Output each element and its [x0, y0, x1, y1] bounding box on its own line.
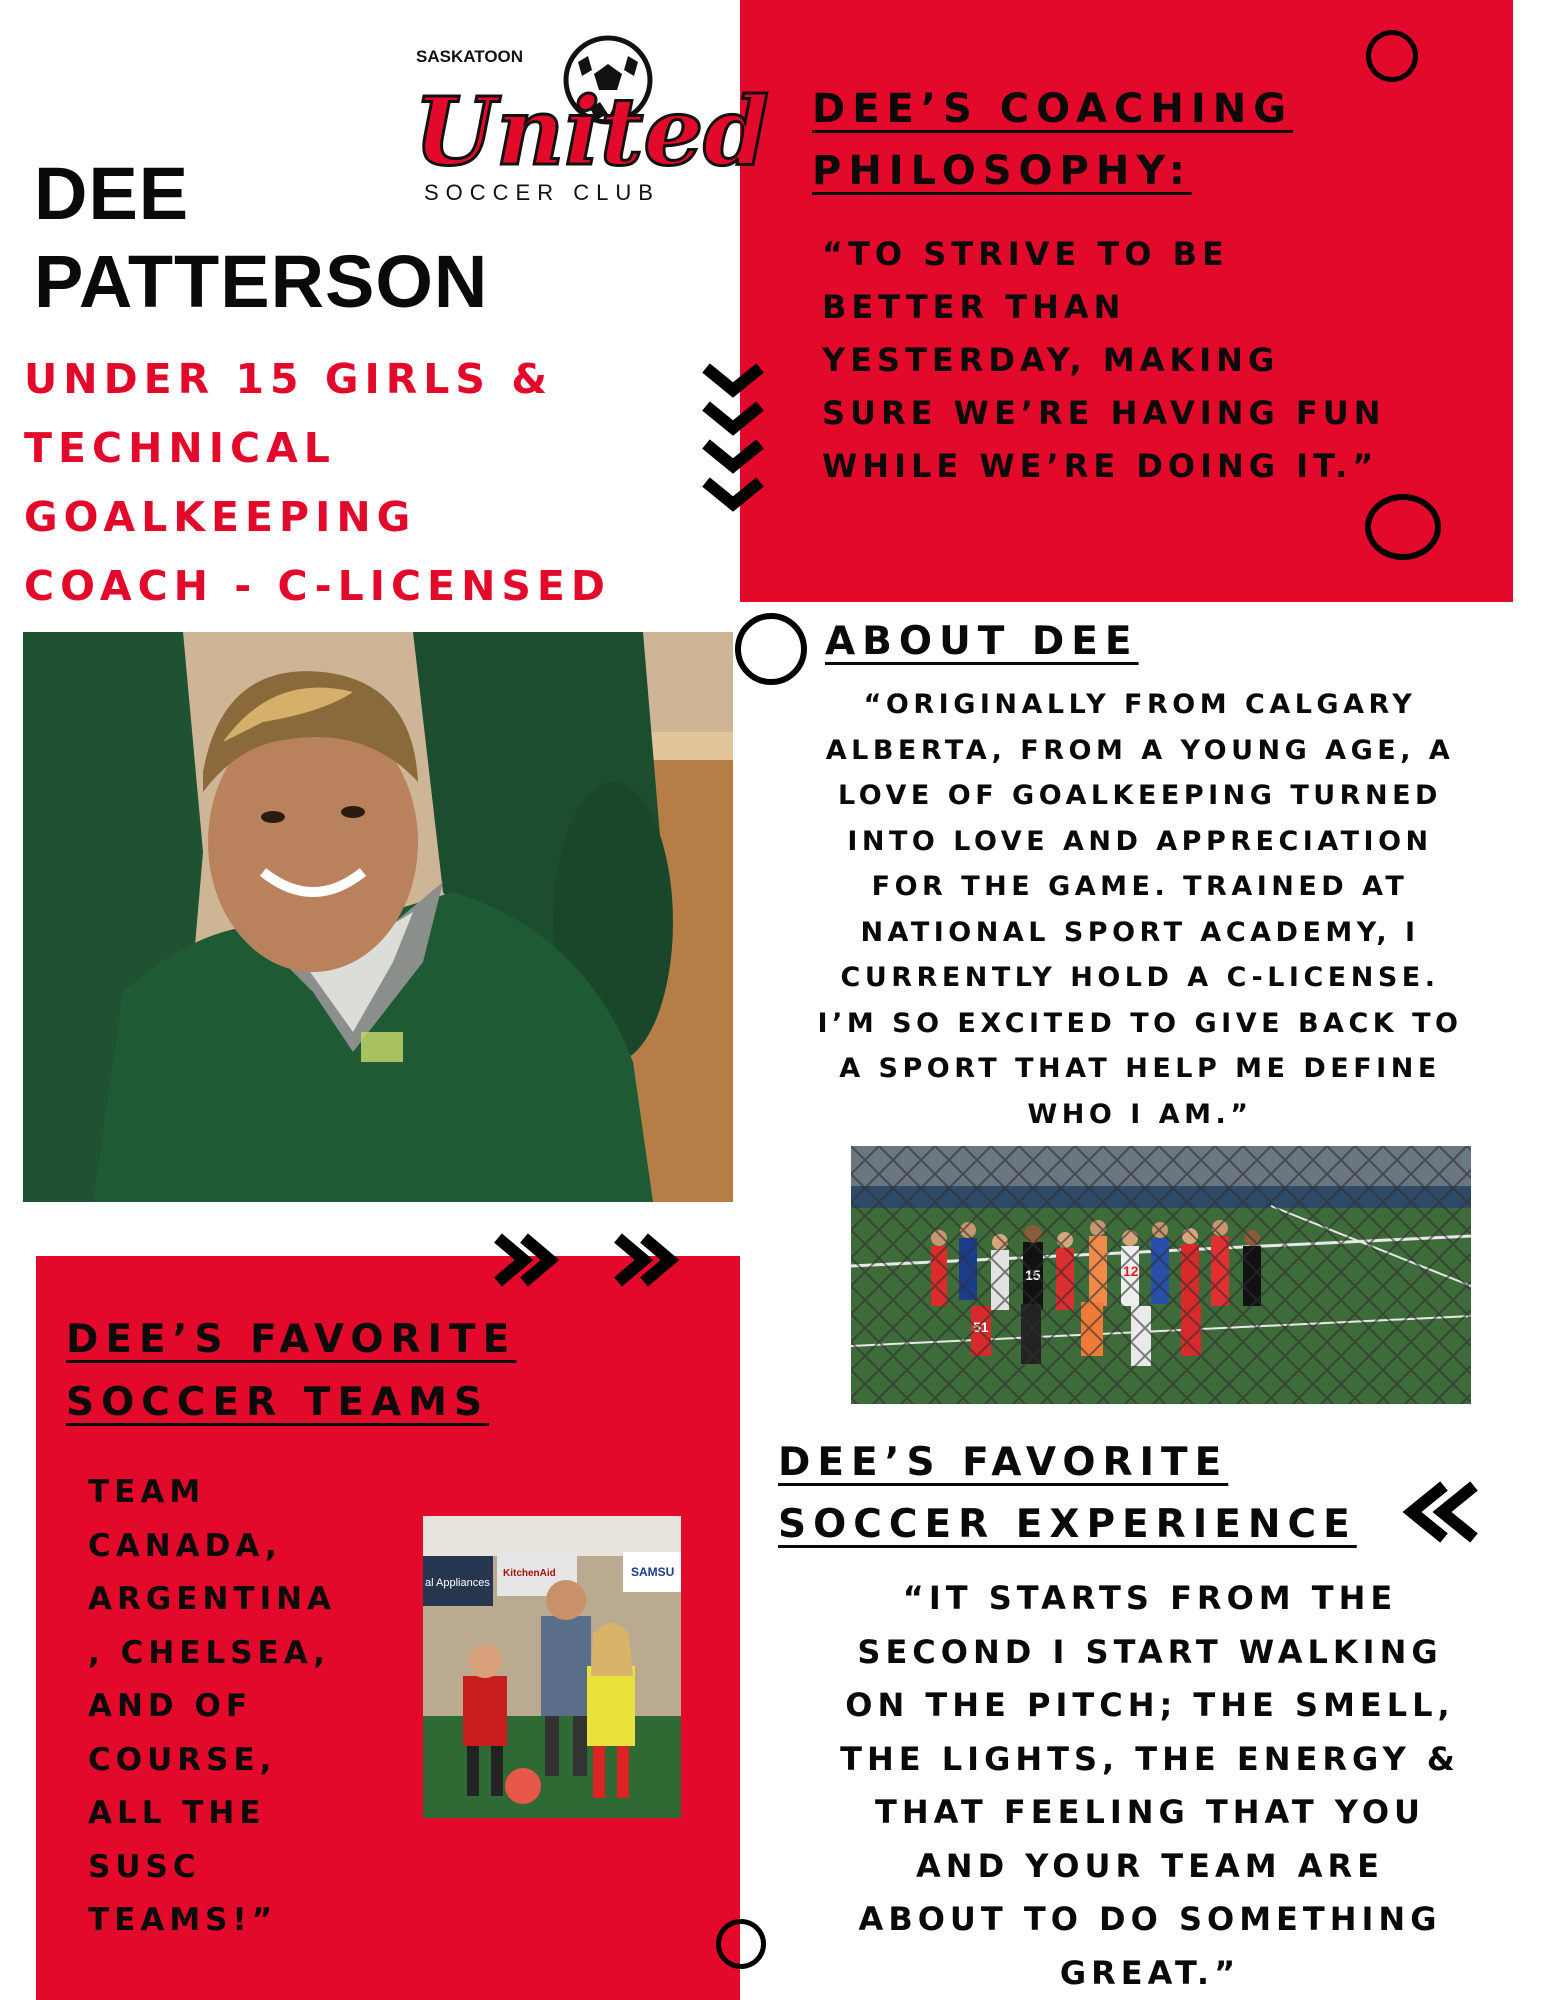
- experience-line: ON THE PITCH; THE SMELL,: [845, 1686, 1455, 1724]
- chevron-down-icon: [700, 360, 766, 520]
- philosophy-title-line: PHILOSOPHY:: [812, 148, 1192, 194]
- experience-line: GREAT.”: [1059, 1953, 1241, 1992]
- teams-title: [66, 1308, 686, 1434]
- teams-title-line: DEE’S FAVORITE: [66, 1317, 517, 1362]
- teams-line: AND OF: [88, 1688, 252, 1724]
- coach-role: [24, 345, 744, 621]
- coach-first-name: DEE: [34, 152, 190, 235]
- teams-text: [88, 1466, 388, 1948]
- experience-line: “IT STARTS FROM THE: [902, 1579, 1398, 1617]
- circle-icon: [1365, 494, 1441, 560]
- sign-text: KitchenAid: [503, 1568, 556, 1579]
- role-line: COACH - C-LICENSED: [24, 562, 611, 610]
- role-line: GOALKEEPING: [24, 493, 417, 541]
- circle-icon: [716, 1919, 766, 1969]
- circle-icon: [1366, 30, 1418, 82]
- about-line: “ORIGINALLY FROM CALGARY: [863, 689, 1417, 720]
- teams-line: ALL THE: [88, 1795, 266, 1831]
- sign-text: SAMSU: [631, 1565, 675, 1579]
- about-text: [770, 682, 1510, 1137]
- teams-line: CANADA,: [88, 1527, 282, 1564]
- chevron-left-icon: [1398, 1480, 1488, 1544]
- teams-title-line: SOCCER TEAMS: [66, 1380, 490, 1425]
- logo-script-text: United: [414, 77, 769, 187]
- experience-text: [790, 1572, 1510, 2000]
- sign-text: al Appliances: [425, 1577, 490, 1589]
- role-line: UNDER 15 GIRLS &: [24, 355, 553, 403]
- quote-line: BETTER THAN: [822, 288, 1126, 326]
- quote-line: WHILE WE’RE DOING IT.”: [822, 447, 1379, 485]
- philosophy-title: [812, 78, 1372, 202]
- role-line: TECHNICAL: [24, 424, 336, 472]
- experience-title-line: SOCCER EXPERIENCE: [778, 1502, 1357, 1547]
- teams-line: SUSC: [88, 1848, 201, 1885]
- logo-top-text: SASKATOON: [416, 47, 524, 66]
- about-line: ALBERTA, FROM A YOUNG AGE, A: [825, 734, 1455, 766]
- experience-line: AND YOUR TEAM ARE: [916, 1846, 1384, 1885]
- circle-icon: [735, 613, 807, 685]
- experience-line: ABOUT TO DO SOMETHING: [858, 1900, 1442, 1938]
- experience-line: SECOND I START WALKING: [857, 1632, 1443, 1671]
- chevron-right-icon: [490, 1232, 700, 1288]
- philosophy-quote: [822, 228, 1462, 493]
- about-line: LOVE OF GOALKEEPING TURNED: [838, 780, 1442, 811]
- about-line: A SPORT THAT HELP ME DEFINE: [839, 1053, 1441, 1084]
- teams-line: COURSE,: [88, 1741, 277, 1778]
- teams-line: , CHELSEA,: [88, 1634, 331, 1671]
- about-line: NATIONAL SPORT ACADEMY, I: [860, 916, 1420, 948]
- about-line: I’M SO EXCITED TO GIVE BACK TO: [817, 1007, 1463, 1039]
- experience-line: THE LIGHTS, THE ENERGY &: [840, 1739, 1460, 1778]
- quote-line: SURE WE’RE HAVING FUN: [822, 394, 1386, 432]
- experience-title-line: DEE’S FAVORITE: [778, 1440, 1229, 1485]
- kids-training-photo: [423, 1516, 681, 1818]
- quote-line: YESTERDAY, MAKING: [822, 341, 1280, 379]
- coach-name: [34, 150, 734, 326]
- team-huddle-photo: [851, 1146, 1471, 1404]
- about-title: ABOUT DEE: [825, 619, 1139, 664]
- teams-line: TEAMS!”: [88, 1902, 278, 1938]
- teams-line: TEAM: [88, 1474, 206, 1510]
- experience-title: [778, 1432, 1418, 1556]
- experience-line: THAT FEELING THAT YOU: [875, 1793, 1425, 1831]
- about-line: WHO I AM.”: [1027, 1098, 1253, 1130]
- logo-bottom-text: SOCCER CLUB: [424, 180, 660, 205]
- coach-photo: [23, 632, 733, 1202]
- about-line: CURRENTLY HOLD A C-LICENSE.: [840, 962, 1440, 993]
- coach-last-name: PATTERSON: [34, 240, 489, 323]
- philosophy-title-line: DEE’S COACHING: [812, 86, 1294, 132]
- teams-line: ARGENTINA: [88, 1581, 337, 1617]
- about-line: FOR THE GAME. TRAINED AT: [871, 871, 1409, 902]
- quote-line: “TO STRIVE TO BE: [822, 235, 1229, 273]
- about-line: INTO LOVE AND APPRECIATION: [847, 825, 1433, 857]
